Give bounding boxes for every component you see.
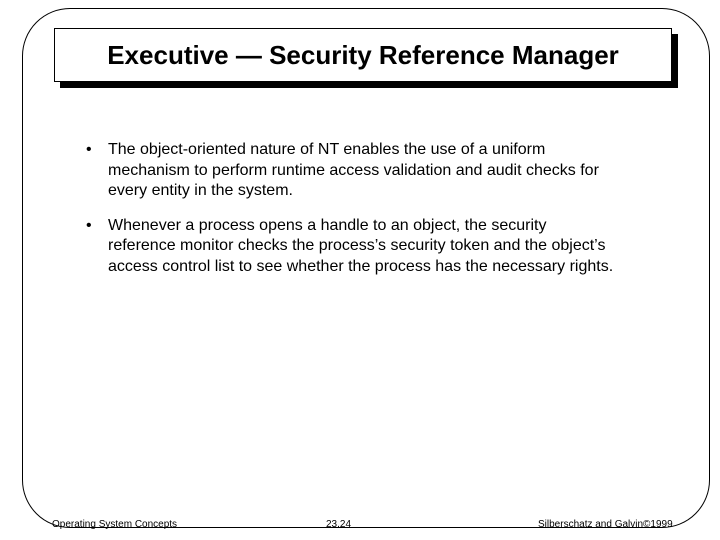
bullet-dot-icon: • bbox=[86, 216, 92, 234]
footer-copyright: Silberschatz and Galvin©1999 bbox=[538, 519, 673, 530]
bullet-item bbox=[86, 140, 616, 202]
slide-title: Executive — Security Reference Manager bbox=[107, 39, 619, 70]
bullet-text: The object-oriented nature of NT enables the use of a uniform mechanism to perform runtime access validation and audit checks for every entity in the system. bbox=[108, 141, 599, 199]
title-box bbox=[54, 28, 672, 82]
bullet-item bbox=[86, 216, 616, 278]
footer-page-number: 23.24 bbox=[326, 519, 352, 530]
bullet-list bbox=[86, 140, 616, 291]
bullet-text: Whenever a process opens a handle to an object, the security reference monitor checks the process’s security token and the object’s access control list to see whether the process has the necessary rights. bbox=[108, 216, 614, 275]
footer-course: Operating System Concepts bbox=[52, 519, 178, 530]
bullet-dot-icon: • bbox=[86, 141, 92, 158]
